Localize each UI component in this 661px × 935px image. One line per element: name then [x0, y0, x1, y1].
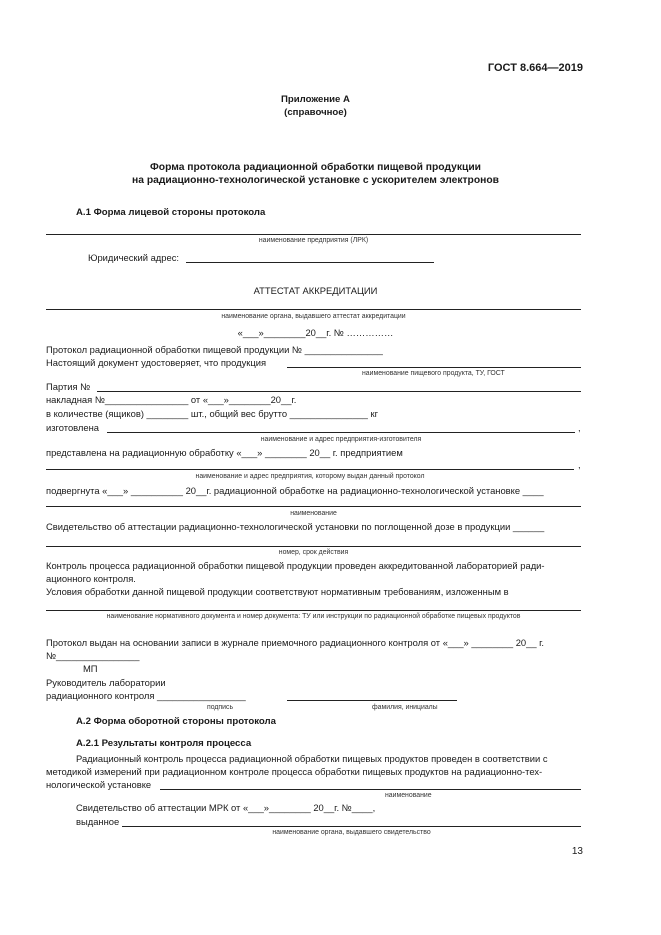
protocol-number: Протокол радиационной обработки пищевой продукции № _______________ [46, 344, 383, 355]
section-a21-heading: А.2.1 Результаты контроля процесса [76, 738, 252, 749]
section-a1-heading: А.1 Форма лицевой стороны протокола [76, 207, 266, 218]
caption-org: наименование органа, выдавшего аттестат аккредитации [221, 313, 406, 320]
normdoc-line [46, 610, 581, 611]
caption-fullname: фамилия, инициалы [372, 704, 438, 711]
legal-address-label: Юридический адрес: [88, 252, 179, 263]
issued-text-2: №________________ [46, 650, 140, 661]
legal-address-line [186, 262, 434, 263]
manufactured-label: изготовлена [46, 422, 99, 433]
submitted-text: представлена на радиационную обработку «___» ________ 20__ г. предприятием [46, 447, 403, 458]
waybill-text: накладная №________________ от «___»________20__г. [46, 394, 297, 405]
installation-line [46, 506, 581, 507]
stamp-mark: МП [83, 663, 98, 674]
caption-enterprise: наименование предприятия (ЛРК) [258, 237, 369, 244]
mrk-certificate: Свидетельство об аттестации МРК от «___»________ 20__г. №____, [76, 802, 376, 813]
enterprise-line [46, 234, 581, 235]
caption-normdoc: наименование нормативного документа и номер документа: ТУ или инструкции по радиационной обработке пищевых продуктов [106, 613, 521, 620]
caption-signature: подпись [207, 704, 234, 711]
certificate-text: Свидетельство об аттестации радиационно-технологической установки по поглощенной дозе в продукции ______ [46, 521, 545, 532]
gost-number: ГОСТ 8.664—2019 [487, 62, 583, 74]
batch-line [97, 391, 581, 392]
appendix-subtitle: (справочное) [284, 107, 347, 118]
product-line [287, 367, 581, 368]
a21-para-2: методикой измерений при радиационном контроле процесса обработки пищевых продуктов на радиационно-тех- [46, 766, 543, 777]
batch-label: Партия № [46, 381, 91, 392]
comma-2: , [578, 459, 581, 470]
conditions-text: Условия обработки данной пищевой продукции соответствуют нормативным требованиям, изложенным в [46, 586, 509, 597]
appendix-title: Приложение А [281, 94, 350, 105]
caption-installation: наименование [290, 510, 337, 517]
fullname-line [287, 700, 457, 701]
org-line [46, 309, 581, 310]
caption-issuer: наименование органа, выдавшего свидетельство [272, 829, 431, 836]
attestation-date-number: «___»________20__г. № …………… [237, 327, 394, 338]
subjected-text: подвергнута «___» __________ 20__г. радиационной обработке на радиационно-технологической установке ____ [46, 485, 544, 496]
caption-number: номер, срок действия [278, 549, 349, 556]
installation-line-2 [160, 789, 581, 790]
issued-text-1: Протокол выдан на основании записи в журнале приемочного радиационного контроля от «___» ________ 20__ г. [46, 637, 545, 648]
recipient-line [46, 469, 574, 470]
certificate-line [46, 546, 581, 547]
caption-installation-2: наименование [385, 792, 432, 799]
issued-by-label: выданное [76, 816, 120, 827]
section-a2-heading: А.2 Форма оборотной стороны протокола [76, 716, 276, 727]
certifies-text: Настоящий документ удостоверяет, что продукция [46, 357, 267, 368]
doc-title-line1: Форма протокола радиационной обработки пищевой продукции [150, 162, 481, 173]
a21-para-3: нологической установке [46, 779, 152, 790]
doc-title-line2: на радиационно-технологической установке с ускорителем электронов [132, 175, 499, 186]
caption-product: наименование пищевого продукта, ТУ, ГОСТ [362, 370, 505, 377]
attestation-title: АТТЕСТАТ АККРЕДИТАЦИИ [253, 285, 378, 296]
comma-1: , [578, 422, 581, 433]
maker-line [107, 432, 575, 433]
page-number: 13 [571, 846, 583, 857]
control-text-2: ационного контроля. [46, 573, 136, 584]
issuer-line [122, 826, 581, 827]
a21-para-1: Радиационный контроль процесса радиационной обработки пищевых продуктов проведен в соответствии с [76, 753, 548, 764]
caption-maker: наименование и адрес предприятия-изготовителя [260, 436, 422, 443]
caption-recipient: наименование и адрес предприятия, которому выдан данный протокол [195, 473, 425, 480]
head-text-2: радиационного контроля _________________ [46, 690, 246, 701]
control-text-1: Контроль процесса радиационной обработки пищевой продукции проведен аккредитованной лабораторией ради- [46, 560, 545, 571]
quantity-text: в количестве (ящиков) ________ шт., общий вес брутто _______________ кг [46, 408, 379, 419]
head-text-1: Руководитель лаборатории [46, 677, 166, 688]
